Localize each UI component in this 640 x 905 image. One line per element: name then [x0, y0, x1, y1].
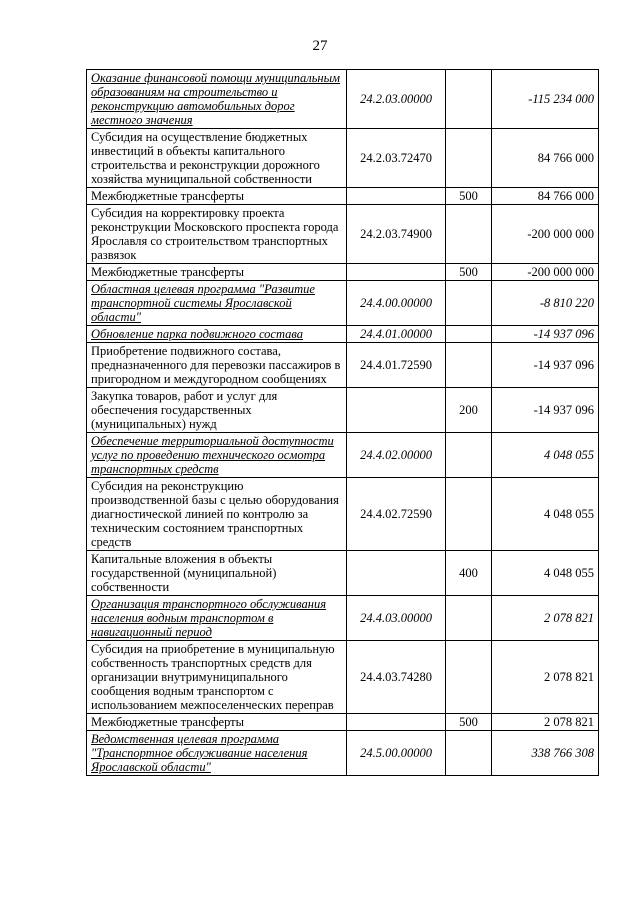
table-row — [87, 343, 599, 388]
row-name-cell: Закупка товаров, работ и услуг для обеспечения государственных (муниципальных) нужд — [87, 388, 347, 433]
row-code-cell — [347, 188, 446, 205]
row-type-cell — [446, 70, 492, 129]
row-sum-cell: -14 937 096 — [492, 326, 599, 343]
table-row — [87, 188, 599, 205]
row-sum-cell: 4 048 055 — [492, 478, 599, 551]
row-code-cell — [347, 264, 446, 281]
row-sum-cell: 2 078 821 — [492, 596, 599, 641]
row-sum-cell: 2 078 821 — [492, 641, 599, 714]
row-code-cell: 24.4.00.00000 — [347, 281, 446, 326]
row-code-cell — [347, 551, 446, 596]
table-row — [87, 281, 599, 326]
row-name-cell: Субсидия на приобретение в муниципальную собственность транспортных средств для организации внутримуниципального сообщения водным транспортом с использованием межпоселенческих переправ — [87, 641, 347, 714]
row-name-cell: Субсидия на осуществление бюджетных инвестиций в объекты капитального строительства и реконструкции дорожного хозяйства муниципальной собственности — [87, 129, 347, 188]
row-type-cell: 200 — [446, 388, 492, 433]
table-row — [87, 478, 599, 551]
row-code-cell: 24.4.01.72590 — [347, 343, 446, 388]
row-name-cell: Межбюджетные трансферты — [87, 264, 347, 281]
row-type-cell: 500 — [446, 714, 492, 731]
row-sum-cell: -14 937 096 — [492, 388, 599, 433]
row-name-cell: Капитальные вложения в объекты государственной (муниципальной) собственности — [87, 551, 347, 596]
table-row — [87, 714, 599, 731]
table-row — [87, 596, 599, 641]
row-sum-cell: -8 810 220 — [492, 281, 599, 326]
row-sum-cell: 4 048 055 — [492, 433, 599, 478]
row-type-cell — [446, 205, 492, 264]
table-row — [87, 326, 599, 343]
row-code-cell: 24.4.03.74280 — [347, 641, 446, 714]
row-code-cell: 24.4.02.00000 — [347, 433, 446, 478]
row-name-cell: Обновление парка подвижного состава — [87, 326, 347, 343]
row-type-cell — [446, 596, 492, 641]
budget-table — [86, 69, 599, 776]
row-code-cell — [347, 388, 446, 433]
row-name-cell: Межбюджетные трансферты — [87, 714, 347, 731]
row-code-cell: 24.4.03.00000 — [347, 596, 446, 641]
table-row — [87, 129, 599, 188]
row-name-cell: Приобретение подвижного состава, предназначенного для перевозки пассажиров в пригородном и междугородном сообщениях — [87, 343, 347, 388]
row-sum-cell: 4 048 055 — [492, 551, 599, 596]
row-sum-cell: -14 937 096 — [492, 343, 599, 388]
row-code-cell: 24.4.02.72590 — [347, 478, 446, 551]
row-type-cell — [446, 343, 492, 388]
row-type-cell — [446, 641, 492, 714]
row-type-cell — [446, 326, 492, 343]
row-type-cell — [446, 433, 492, 478]
row-sum-cell: -200 000 000 — [492, 264, 599, 281]
row-code-cell: 24.4.01.00000 — [347, 326, 446, 343]
row-sum-cell: 2 078 821 — [492, 714, 599, 731]
table-row — [87, 388, 599, 433]
row-code-cell — [347, 714, 446, 731]
page-number: 27 — [312, 38, 328, 54]
row-name-cell: Ведомственная целевая программа "Транспортное обслуживание населения Ярославской области" — [87, 731, 347, 776]
row-name-cell: Оказание финансовой помощи муниципальным образованиям на строительство и реконструкцию автомобильных дорог местного значения — [87, 70, 347, 129]
row-type-cell: 400 — [446, 551, 492, 596]
row-type-cell — [446, 129, 492, 188]
row-sum-cell: -115 234 000 — [492, 70, 599, 129]
table-row — [87, 433, 599, 478]
row-name-cell: Межбюджетные трансферты — [87, 188, 347, 205]
row-code-cell: 24.5.00.00000 — [347, 731, 446, 776]
row-name-cell: Субсидия на корректировку проекта реконструкции Московского проспекта города Ярославля со строительством транспортных развязок — [87, 205, 347, 264]
table-row — [87, 731, 599, 776]
row-code-cell: 24.2.03.74900 — [347, 205, 446, 264]
row-code-cell: 24.2.03.00000 — [347, 70, 446, 129]
row-name-cell: Субсидия на реконструкцию производственной базы с целью оборудования диагностической линией по контролю за техническим состоянием транспортных средств — [87, 478, 347, 551]
row-name-cell: Организация транспортного обслуживания населения водным транспортом в навигационный период — [87, 596, 347, 641]
row-code-cell: 24.2.03.72470 — [347, 129, 446, 188]
row-type-cell: 500 — [446, 264, 492, 281]
table-row — [87, 264, 599, 281]
row-sum-cell: 338 766 308 — [492, 731, 599, 776]
row-type-cell — [446, 731, 492, 776]
table-row — [87, 205, 599, 264]
table-row — [87, 551, 599, 596]
row-sum-cell: 84 766 000 — [492, 129, 599, 188]
row-type-cell — [446, 478, 492, 551]
table-row — [87, 641, 599, 714]
row-type-cell: 500 — [446, 188, 492, 205]
row-type-cell — [446, 281, 492, 326]
row-sum-cell: 84 766 000 — [492, 188, 599, 205]
row-name-cell: Обеспечение территориальной доступности услуг по проведению технического осмотра транспортных средств — [87, 433, 347, 478]
row-name-cell: Областная целевая программа "Развитие транспортной системы Ярославской области" — [87, 281, 347, 326]
table-row — [87, 70, 599, 129]
row-sum-cell: -200 000 000 — [492, 205, 599, 264]
